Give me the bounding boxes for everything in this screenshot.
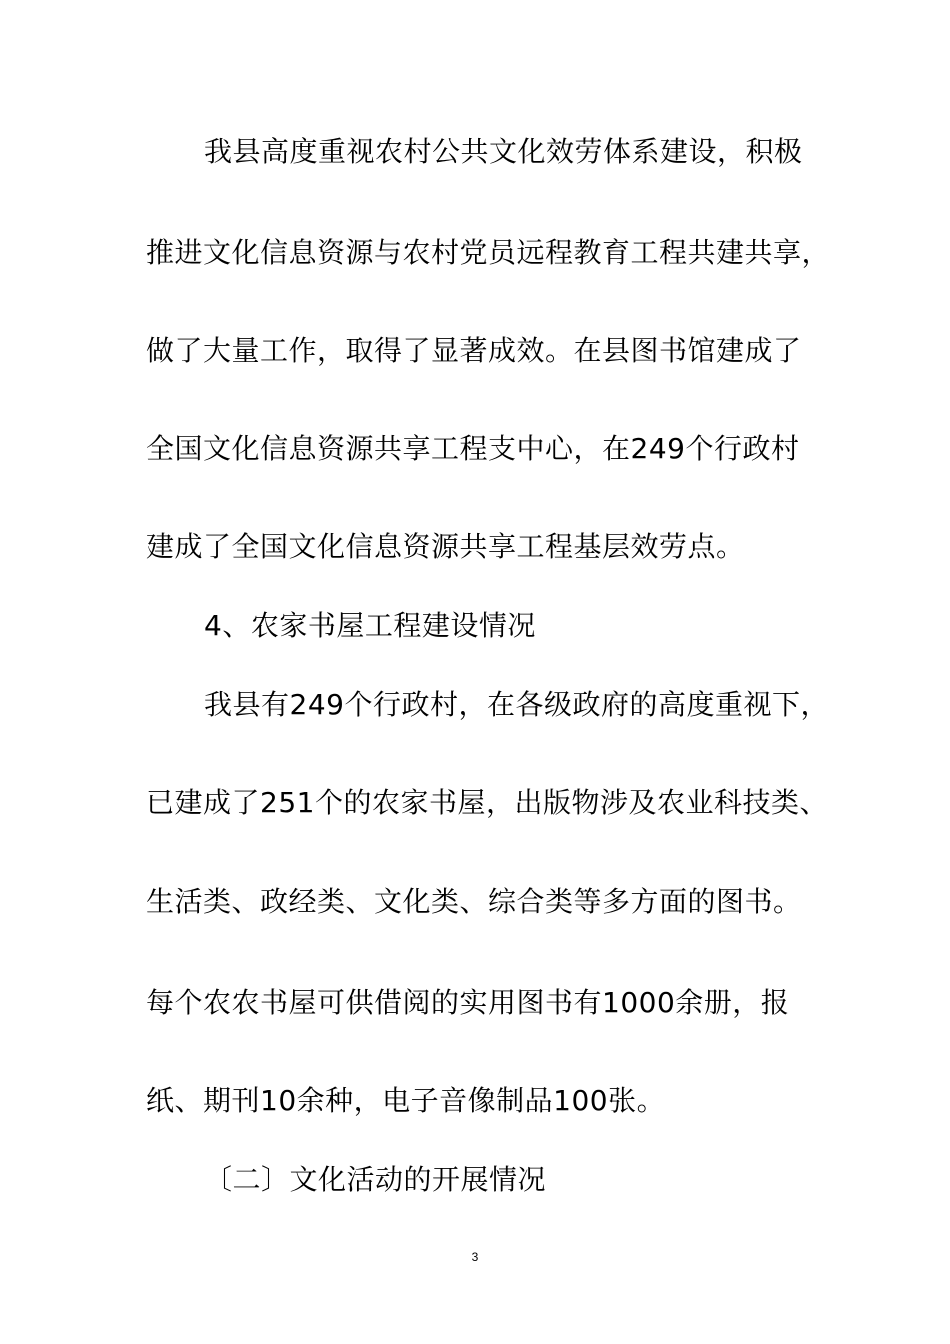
paragraph-line-2: 推进文化信息资源与农村党员远程教育工程共建共享， — [146, 236, 831, 269]
paragraph-line-1: 我县高度重视农村公共文化效劳体系建设，积极 — [204, 135, 803, 168]
paragraph-line-9: 每个农农书屋可供借阅的实用图书有1000余册，报 — [146, 986, 790, 1019]
paragraph-line-3: 做了大量工作，取得了显著成效。在县图书馆建成了 — [146, 334, 802, 367]
paragraph-line-5: 建成了全国文化信息资源共享工程基层效劳点。 — [146, 530, 745, 563]
paragraph-line-4: 全国文化信息资源共享工程支中心，在249个行政村 — [146, 432, 800, 465]
paragraph-line-7: 已建成了251个的农家书屋，出版物涉及农业科技类、 — [146, 786, 828, 819]
paragraph-line-8: 生活类、政经类、文化类、综合类等多方面的图书。 — [146, 885, 802, 918]
section-heading-4: 4、农家书屋工程建设情况 — [204, 609, 536, 642]
section-heading-2: 〔二〕文化活动的开展情况 — [204, 1163, 547, 1196]
paragraph-line-6: 我县有249个行政村，在各级政府的高度重视下， — [204, 688, 829, 721]
page-number: 3 — [471, 1250, 479, 1264]
paragraph-line-10: 纸、期刊10余种，电子音像制品100张。 — [146, 1084, 666, 1117]
